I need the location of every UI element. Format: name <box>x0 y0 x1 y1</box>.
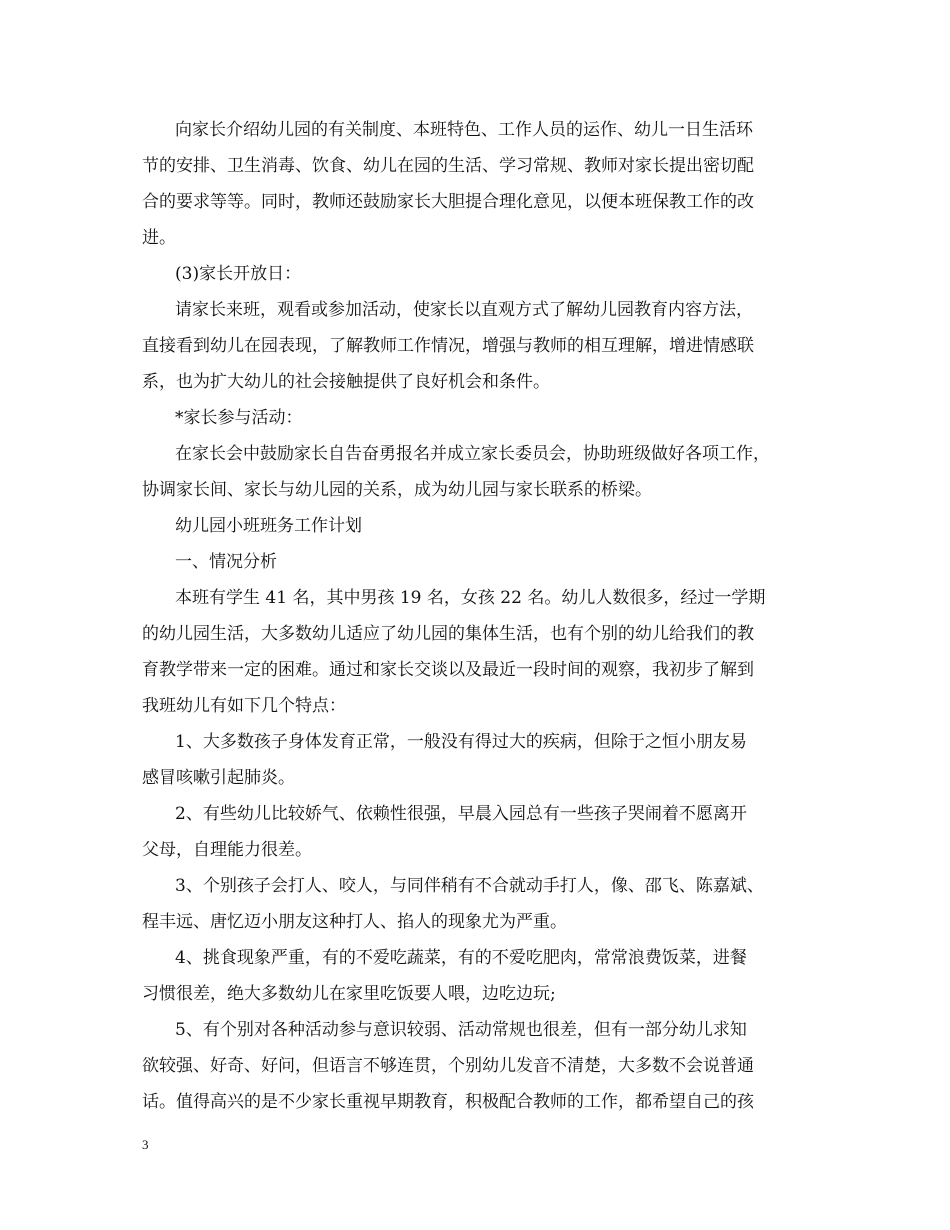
list-item: 3、个别孩子会打人、咬人，与同伴稍有不合就动手打人，像、邵飞、陈嘉斌、 <box>175 876 764 896</box>
paragraph-line: 节的安排、卫生消毒、饮食、幼儿在园的生活、学习常规、教师对家长提出密切配 <box>142 156 754 176</box>
list-item-continuation: 程丰远、唐忆迈小朋友这种打人、掐人的现象尤为严重。 <box>142 912 567 932</box>
document-body <box>142 112 827 1120</box>
list-item-continuation: 话。值得高兴的是不少家长重视早期教育，积极配合教师的工作，都希望自己的孩 <box>142 1092 754 1112</box>
document-title: 幼儿园小班班务工作计划 <box>175 516 362 536</box>
section-heading: *家长参与活动： <box>175 408 303 428</box>
list-item: 5、有个别对各种活动参与意识较弱、活动常规也很差，但有一部分幼儿求知 <box>175 1020 747 1040</box>
paragraph-line: 协调家长间、家长与幼儿园的关系，成为幼儿园与家长联系的桥梁。 <box>142 480 652 500</box>
list-item-continuation: 父母，自理能力很差。 <box>142 840 312 860</box>
paragraph-line: 直接看到幼儿在园表现，了解教师工作情况，增强与教师的相互理解，增进情感联 <box>142 336 754 356</box>
list-item: 1、大多数孩子身体发育正常，一般没有得过大的疾病，但除于之恒小朋友易 <box>175 732 747 752</box>
list-item: 2、有些幼儿比较娇气、依赖性很强，早晨入园总有一些孩子哭闹着不愿离开 <box>175 804 747 824</box>
paragraph-line: 的幼儿园生活，大多数幼儿适应了幼儿园的集体生活，也有个别的幼儿给我们的教 <box>142 624 754 644</box>
section-heading: 一、情况分析 <box>175 552 277 572</box>
paragraph-line: 在家长会中鼓励家长自告奋勇报名并成立家长委员会，协助班级做好各项工作， <box>175 444 770 464</box>
paragraph-line: 系，也为扩大幼儿的社会接触提供了良好机会和条件。 <box>142 372 550 392</box>
section-heading: (3)家长开放日： <box>175 264 302 284</box>
paragraph-line: 向家长介绍幼儿园的有关制度、本班特色、工作人员的运作、幼儿一日生活环 <box>175 120 753 140</box>
list-item-continuation: 习惯很差，绝大多数幼儿在家里吃饭要人喂，边吃边玩; <box>142 984 556 1004</box>
paragraph-line: 本班有学生 41 名，其中男孩 19 名，女孩 22 名。幼儿人数很多，经过一学期 <box>175 588 766 608</box>
page-number: 3 <box>142 1137 149 1152</box>
list-item: 4、挑食现象严重，有的不爱吃蔬菜，有的不爱吃肥肉，常常浪费饭菜，进餐 <box>175 948 747 968</box>
paragraph-line: 我班幼儿有如下几个特点： <box>142 696 346 716</box>
list-item-continuation: 欲较强、好奇、好问，但语言不够连贯，个别幼儿发音不清楚，大多数不会说普通 <box>142 1056 754 1076</box>
list-item-continuation: 感冒咳嗽引起肺炎。 <box>142 768 295 788</box>
paragraph-line: 请家长来班，观看或参加活动，使家长以直观方式了解幼儿园教育内容方法， <box>175 300 753 320</box>
paragraph-line: 合的要求等等。同时，教师还鼓励家长大胆提合理化意见，以便本班保教工作的改 <box>142 192 754 212</box>
paragraph-line: 进。 <box>142 228 176 248</box>
paragraph-line: 育教学带来一定的困难。通过和家长交谈以及最近一段时间的观察，我初步了解到 <box>142 660 754 680</box>
